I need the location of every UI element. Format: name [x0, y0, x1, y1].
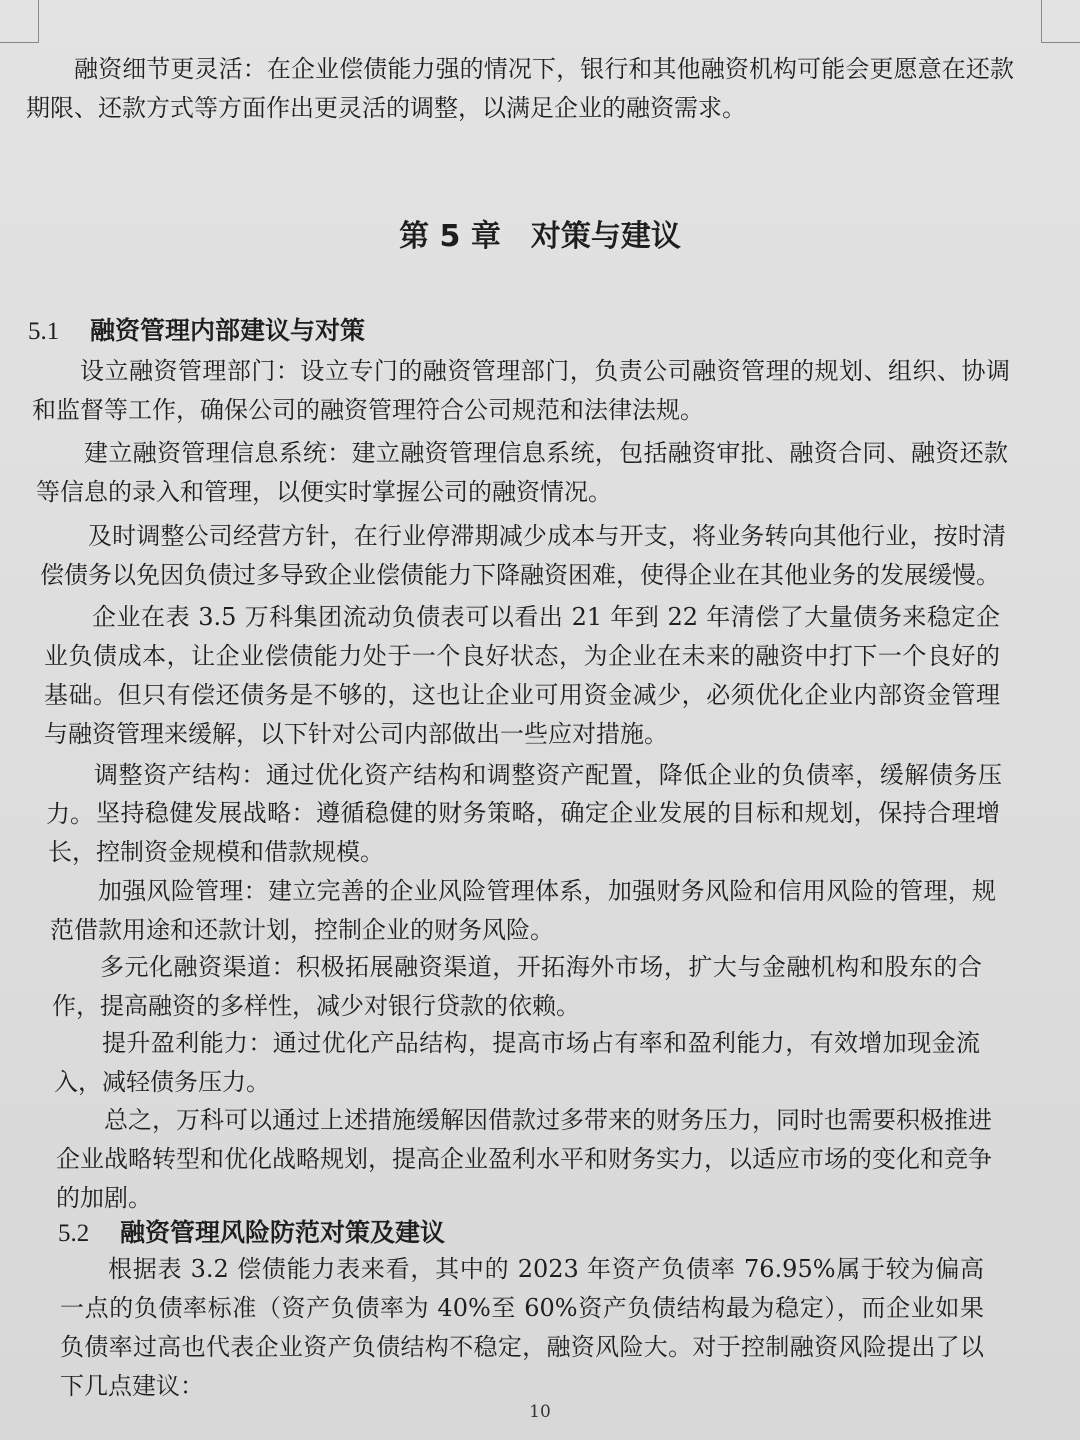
section-5-1-heading — [28, 311, 365, 352]
section-title: 融资管理风险防范对策及建议 — [120, 1218, 446, 1247]
paragraph-asset-structure: 调整资产结构：通过优化资产结构和调整资产配置，降低企业的负债率，缓解债务压力。 — [46, 761, 1002, 828]
section-number: 5.1 — [28, 318, 60, 345]
paragraph-risk-management: 加强风险管理：建立完善的企业风险管理体系，加强财务风险和信用风险的管理，规范借款用途和还款计划，控制企业的财务风险。 — [50, 877, 996, 944]
paragraph-financing-flexibility: 融资细节更灵活：在企业偿债能力强的情况下，银行和其他融资机构可能会更愿意在还款期限、还款方式等方面作出更灵活的调整，以满足企业的融资需求。 — [26, 55, 1014, 122]
paragraph-debt-repayment: 企业在表 3.5 万科集团流动负债表可以看出 21 年到 22 年清偿了大量债务来稳定企业负债成本，让企业偿债能力处于一个良好状态，为企业在未来的融资中打下一个良好的基础。但只有偿还债务是不够的，这也让企业可用资金减少，必须优化企业内部资金管理与融资管理来缓解，以下针对公司内部做出一些应对措施。 — [44, 603, 1000, 748]
paragraph-solvency-ratio: 根据表 3.2 偿债能力表来看，其中的 2023 年资产负债率 76.95%属于较为偏高一点的负债率标准（资产负债率为 40%至 60%资产负债结构最为稳定），而企业如果负债率过高也代表企业资产负债结构不稳定，融资风险大。对于控制融资风险提出了以下几点建议： — [60, 1255, 984, 1400]
paragraph-adjust-policy: 及时调整公司经营方针，在行业停滞期减少成本与开支，将业务转向其他行业，按时清偿债务以免因负债过多导致企业偿债能力下降融资困难，使得企业在其他业务的发展缓慢。 — [40, 522, 1006, 589]
page-number: 10 — [529, 1402, 551, 1422]
chapter-number: 第 5 章 — [399, 219, 501, 254]
paragraph-conclusion: 总之，万科可以通过上述措施缓解因借款过多带来的财务压力，同时也需要积极推进企业战略转型和优化战略规划，提高企业盈利水平和财务实力，以适应市场的变化和竞争的加剧。 — [56, 1106, 992, 1212]
crop-mark-top-right — [1041, 0, 1080, 43]
paragraph-profitability: 提升盈利能力：通过优化产品结构，提高市场占有率和盈利能力，有效增加现金流入，减轻债务压力。 — [54, 1029, 980, 1096]
section-title: 融资管理内部建议与对策 — [90, 316, 366, 345]
paragraph-diversified-financing: 多元化融资渠道：积极拓展融资渠道，开拓海外市场，扩大与金融机构和股东的合作，提高融资的多样性，减少对银行贷款的依赖。 — [52, 953, 982, 1020]
paragraph-information-system: 建立融资管理信息系统：建立融资管理信息系统，包括融资审批、融资合同、融资还款等信息的录入和管理，以便实时掌握公司的融资情况。 — [36, 439, 1008, 506]
paragraph-financing-department: 设立融资管理部门：设立专门的融资管理部门，负责公司融资管理的规划、组织、协调和监督等工作，确保公司的融资管理符合公司规范和法律法规。 — [32, 357, 1010, 424]
chapter-title: 对策与建议 — [530, 219, 681, 254]
paragraph-steady-strategy: 坚持稳健发展战略：遵循稳健的财务策略，确定企业发展的目标和规划，保持合理增长，控制资金规模和借款规模。 — [48, 799, 1000, 866]
section-number: 5.2 — [58, 1220, 90, 1247]
section-5-2-heading — [58, 1213, 445, 1254]
chapter-heading — [0, 212, 1080, 262]
crop-mark-top-left — [0, 0, 39, 43]
